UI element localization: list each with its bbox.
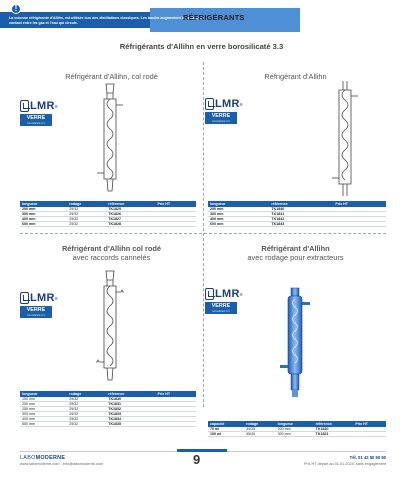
table-row: 400 mm TK1842 — [208, 217, 386, 222]
horizontal-divider — [20, 233, 386, 234]
footer-price-note: Prix HT départ au 01.01.2024, sans engagement — [303, 462, 386, 466]
lmr-badge — [205, 288, 243, 314]
col-header: longueur — [20, 201, 67, 207]
lmr-badge — [20, 100, 58, 126]
info-note: La colonne réfrigérante d'Allihn, est utilisée lors des distillations classiques. Les boules augmentent la surface de contact entre les gaz et l'eau qui circule. — [9, 16, 204, 25]
table-row: 600 mm TK1843 — [208, 222, 386, 227]
table-row: 200 mm 29/32 TK1831 — [20, 402, 196, 407]
product-1-title: Réfrigérant d'Allihn, col rodé — [65, 72, 158, 81]
page-number: 9 — [193, 452, 201, 467]
table-row: 250 mm 29/32 TK1832 — [20, 407, 196, 412]
condenser-illustration — [330, 80, 360, 198]
table-row: 200 mm 29/32 TK1825 — [20, 207, 196, 212]
footer-contact: www.labomoderne.com - info@labomoderne.com — [20, 462, 104, 466]
product-4-title: Réfrigérant d'Allihn avec rodage pour extracteurs — [247, 244, 344, 262]
verre-label: VERRE borosilicaté 3.3 — [20, 306, 52, 318]
col-header: référence — [269, 201, 333, 207]
col-header: référence — [314, 421, 354, 427]
vertical-divider — [203, 62, 204, 407]
product-3-table — [20, 391, 196, 427]
footer-brand: LABOMODERNE — [20, 455, 66, 461]
col-header: Prix HT — [353, 421, 386, 427]
col-header: longueur — [208, 201, 269, 207]
table-row: 200 mm TK1840 — [208, 207, 386, 212]
col-header: référence — [106, 391, 155, 397]
footer-phone: Tél. 01 42 50 50 50 — [349, 455, 386, 460]
table-row: 300 mm 29/32 TK1826 — [20, 212, 196, 217]
col-header: longueur — [276, 421, 314, 427]
col-header: longueur — [20, 391, 67, 397]
section-title: RÉFRIGÉRANTS — [183, 13, 245, 22]
product-3-title: Réfrigérant d'Allihn col rodé avec raccords cannelés — [61, 244, 162, 262]
table-row: 300 mm TK1841 — [208, 212, 386, 217]
verre-label: VERRE borosilicaté 3.3 — [205, 302, 237, 314]
table-row: 100 ml 45/40 300 mm TK1821 — [208, 432, 386, 437]
col-header: référence — [106, 201, 155, 207]
info-icon: ! — [11, 4, 21, 14]
lmr-badge — [20, 292, 58, 318]
col-header: rodage — [244, 421, 275, 427]
blue-condenser-photo — [280, 287, 312, 399]
page-title: Réfrigérants d'Allihn en verre borosilicaté 3.3 — [119, 42, 284, 51]
lmr-logo-icon: LMR ® — [20, 292, 58, 304]
col-header: Prix HT — [333, 201, 386, 207]
lmr-logo-icon: LMR ® — [205, 288, 243, 300]
verre-label: VERRE borosilicaté 3.3 — [205, 112, 237, 124]
lmr-logo-icon: LMR ® — [205, 98, 243, 110]
footer-accent-bar — [177, 449, 227, 452]
col-header: Prix HT — [156, 201, 197, 207]
product-2-table — [208, 201, 386, 227]
table-row: 600 mm 29/32 TK1835 — [20, 422, 196, 427]
product-4-table — [208, 421, 386, 437]
condenser-illustration — [95, 270, 125, 384]
table-row: 400 mm 29/32 TK1827 — [20, 217, 196, 222]
table-row: 600 mm 29/32 TK1828 — [20, 222, 196, 227]
lmr-badge — [205, 98, 243, 124]
verre-label: VERRE borosilicaté 3.3 — [20, 114, 52, 126]
col-header: capacité — [208, 421, 244, 427]
col-header: rodage — [67, 391, 106, 397]
product-2-title: Réfrigérant d'Allihn — [264, 72, 327, 81]
table-row: 70 ml 34/35 200 mm TK1820 — [208, 427, 386, 432]
lmr-logo-icon: LMR ® — [20, 100, 58, 112]
col-header: rodage — [67, 201, 106, 207]
col-header: Prix HT — [156, 391, 197, 397]
table-row: 300 mm 29/32 TK1833 — [20, 412, 196, 417]
table-row: 400 mm 29/32 TK1834 — [20, 417, 196, 422]
condenser-illustration — [95, 83, 125, 195]
table-row: 150 mm 29/32 TK1830 — [20, 397, 196, 402]
product-1-table — [20, 201, 196, 227]
